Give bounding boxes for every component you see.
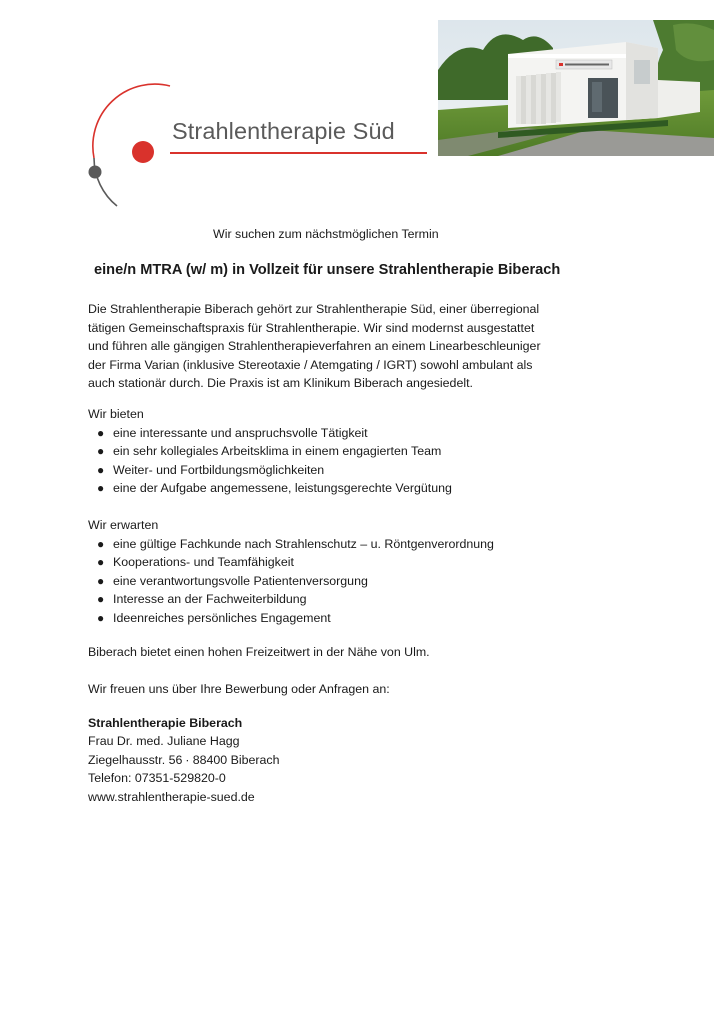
logo-wordmark: Strahlentherapie Süd [172, 118, 395, 144]
intro-text: Wir suchen zum nächstmöglichen Termin [213, 227, 439, 241]
bullet-icon: ● [97, 444, 105, 459]
bullet-icon: ● [97, 610, 105, 625]
list-item: ● Interesse an der Fachweiterbildung [88, 590, 494, 609]
offer-list [88, 424, 452, 498]
offer-heading: Wir bieten [88, 407, 144, 421]
leisure-text: Biberach bietet einen hohen Freizeitwert in der Nähe von Ulm. [88, 645, 430, 659]
expect-section [88, 516, 494, 628]
bullet-icon: ● [97, 425, 105, 440]
bullet-icon: ● [97, 462, 105, 477]
description-line: tätigen Gemeinschaftspraxis für Strahlentherapie. Wir sind modernst ausgestattet [88, 320, 535, 335]
call-to-action-text: Wir freuen uns über Ihre Bewerbung oder Anfragen an: [88, 682, 390, 696]
description-paragraph [88, 300, 628, 393]
building-photo [438, 20, 714, 156]
list-item: ● eine verantwortungsvolle Patientenversorgung [88, 572, 494, 591]
description-line: der Firma Varian (inklusive Stereotaxie / Atemgating / IGRT) sowohl ambulant als [88, 357, 533, 372]
contact-website: www.strahlentherapie-sued.de [88, 789, 255, 804]
job-title: eine/n MTRA (w/ m) in Vollzeit für unsere Strahlentherapie Biberach [94, 262, 561, 278]
list-item: ● eine der Aufgabe angemessene, leistungsgerechte Vergütung [88, 479, 452, 498]
expect-heading: Wir erwarten [88, 518, 159, 532]
list-item: ● Weiter- und Fortbildungsmöglichkeiten [88, 461, 452, 480]
list-item: ● eine gültige Fachkunde nach Strahlenschutz – u. Röntgenverordnung [88, 535, 494, 554]
logo-arc-graphic [80, 78, 440, 218]
logo-underline [170, 152, 427, 154]
contact-phone: Telefon: 07351-529820-0 [88, 771, 226, 786]
bullet-icon: ● [97, 592, 105, 607]
description-line: auch stationär durch. Die Praxis ist am Klinikum Biberach angesiedelt. [88, 376, 473, 391]
contact-name: Strahlentherapie Biberach [88, 716, 243, 730]
bullet-icon: ● [97, 573, 105, 588]
bullet-icon: ● [97, 555, 105, 570]
expect-list [88, 535, 494, 628]
list-item: ● ein sehr kollegiales Arbeitsklima in einem engagierten Team [88, 442, 452, 461]
list-item: ● eine interessante und anspruchsvolle Tätigkeit [88, 424, 452, 443]
list-item: ● Ideenreiches persönliches Engagement [88, 609, 494, 628]
contact-block [88, 714, 280, 806]
bullet-icon: ● [97, 536, 105, 551]
offer-section [88, 405, 452, 498]
description-line: und führen alle gängigen Strahlentherapieverfahren an einem Linearbeschleuniger [88, 339, 541, 354]
list-item: ● Kooperations- und Teamfähigkeit [88, 553, 494, 572]
description-line: Die Strahlentherapie Biberach gehört zur Strahlentherapie Süd, einer überregional [88, 302, 540, 316]
contact-address: Ziegelhausstr. 56 ∙ 88400 Biberach [88, 752, 280, 767]
company-logo [80, 78, 440, 218]
contact-person: Frau Dr. med. Juliane Hagg [88, 734, 240, 749]
bullet-icon: ● [97, 481, 105, 496]
